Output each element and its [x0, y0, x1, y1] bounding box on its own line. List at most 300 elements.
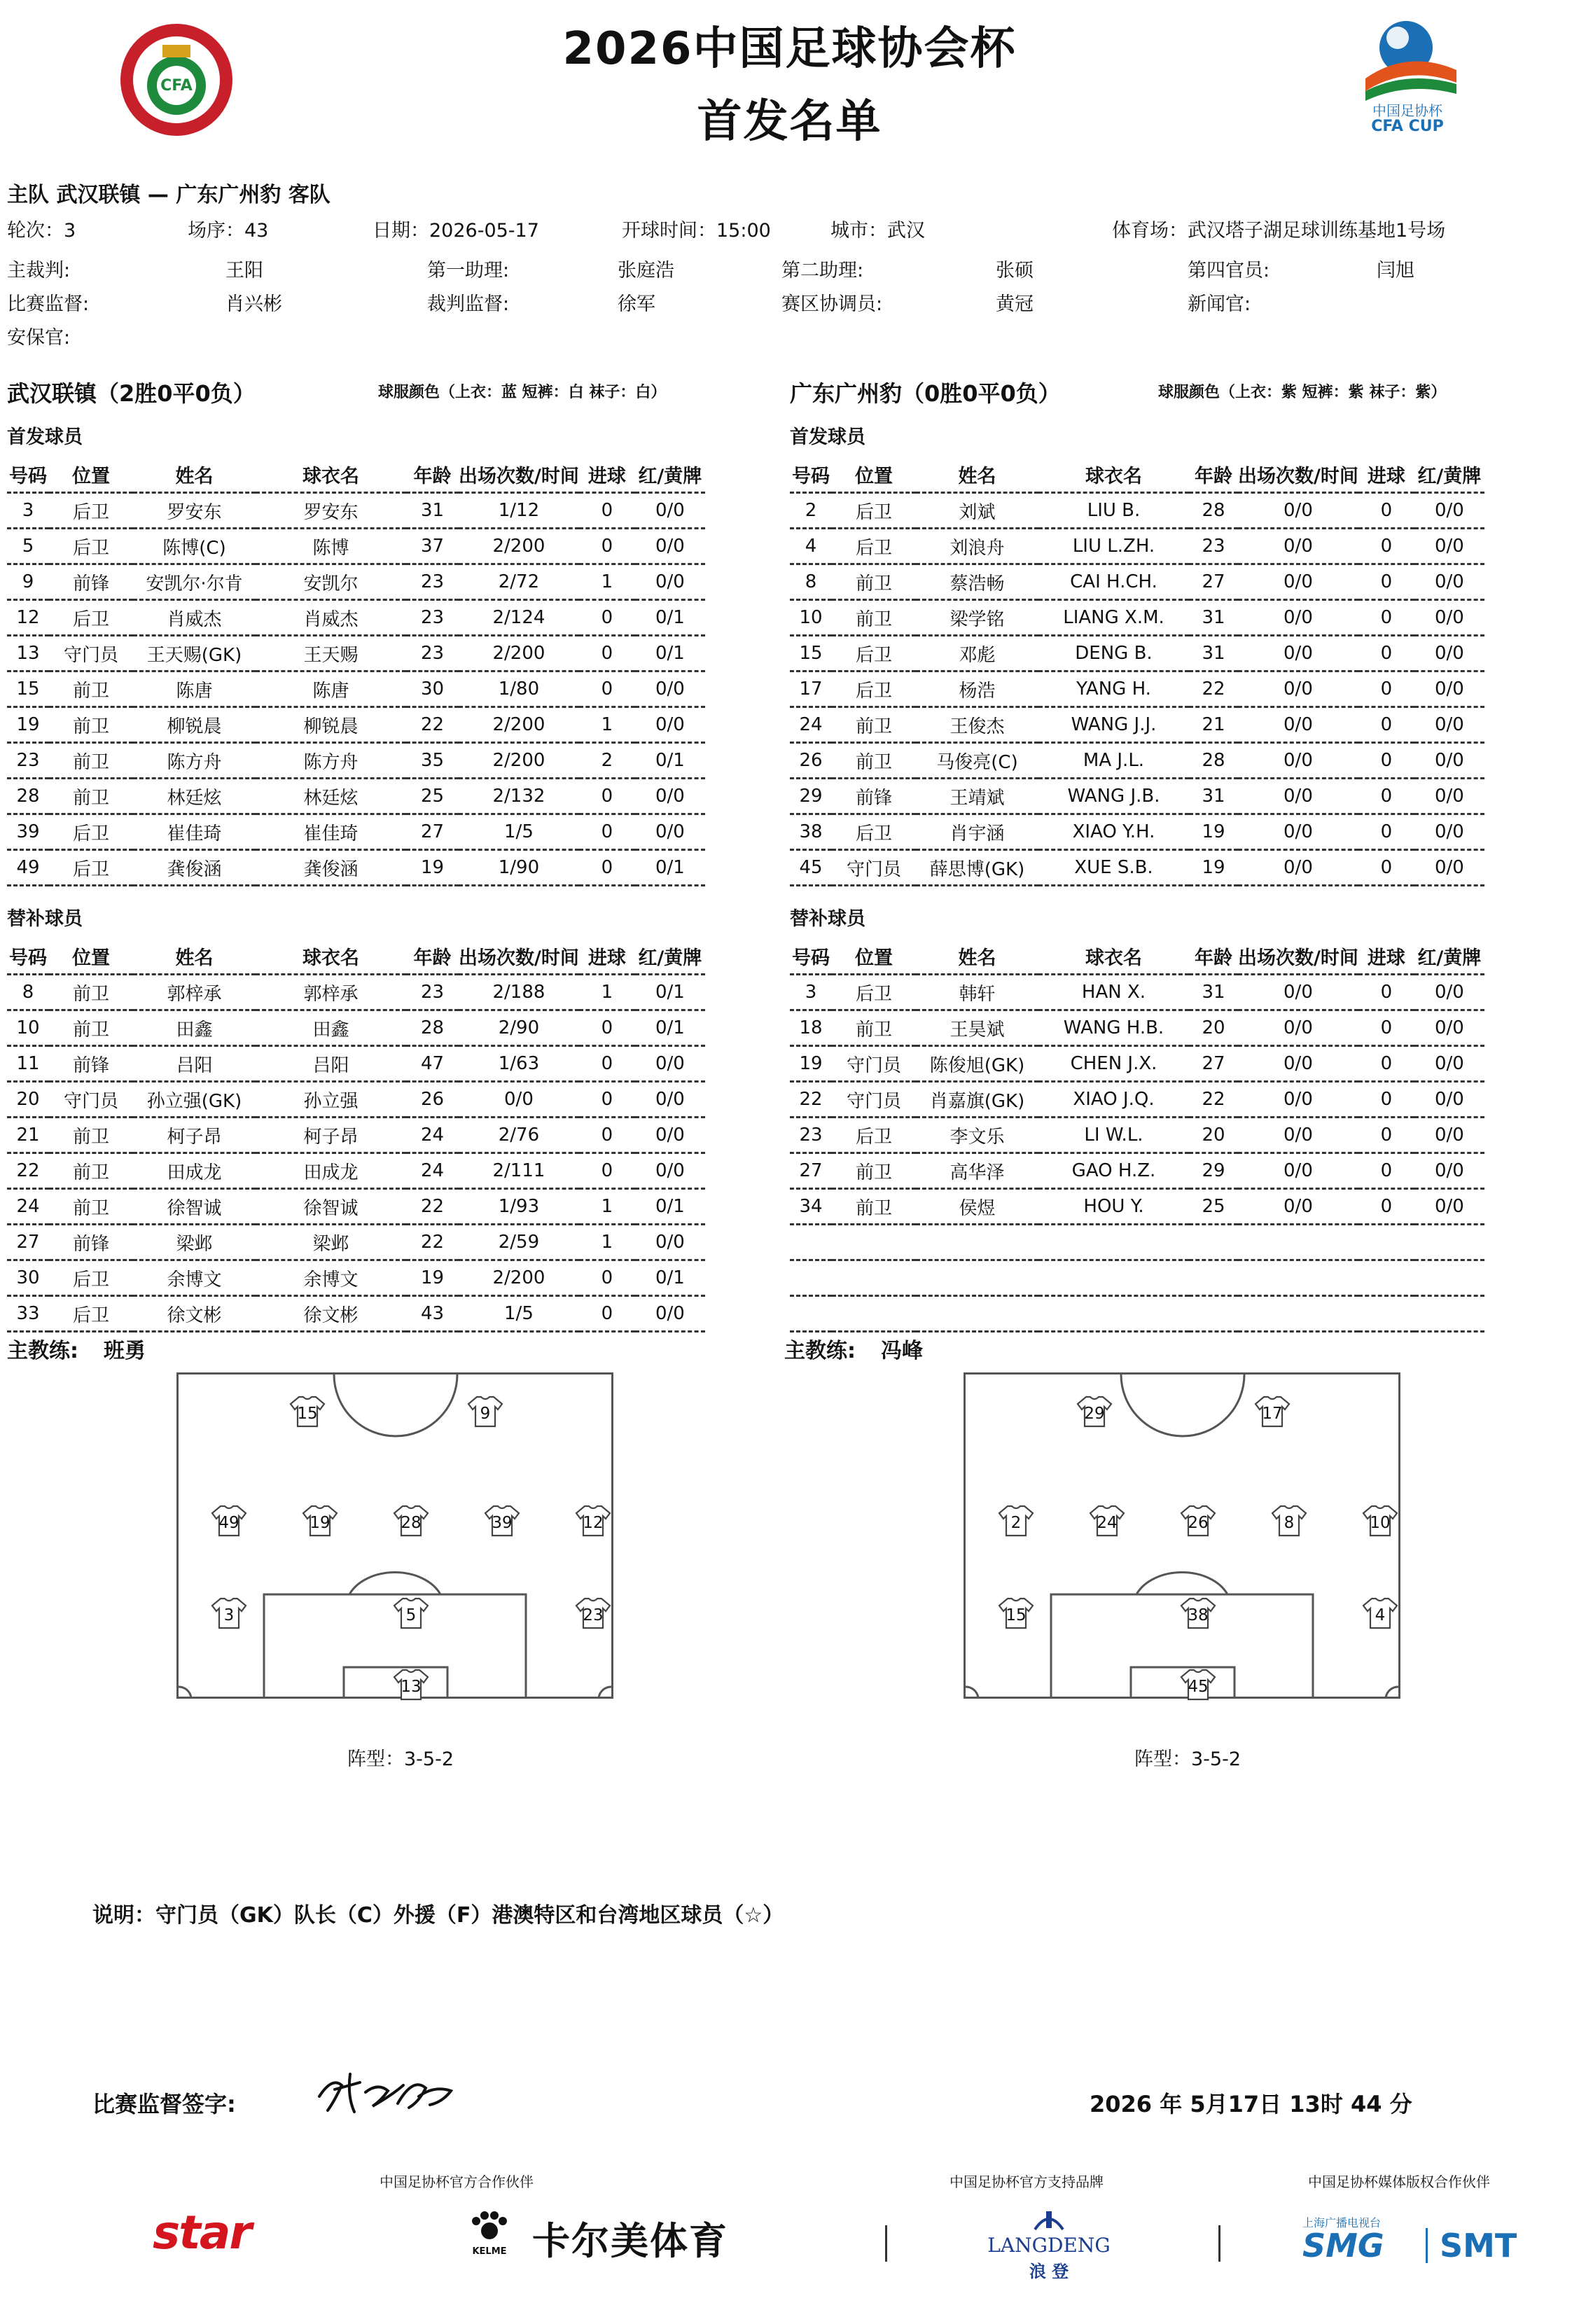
column-header: 球衣名: [256, 457, 406, 493]
player-cell: 25: [406, 779, 459, 814]
player-row: [790, 1046, 1484, 1082]
player-cell: XIAO J.Q.: [1038, 1082, 1189, 1118]
jersey-number: 12: [583, 1514, 604, 1532]
player-cell: 47: [406, 1046, 459, 1082]
official-value: 张硕: [996, 260, 1034, 281]
player-cell: HAN X.: [1038, 975, 1189, 1010]
player-cell: 25: [1189, 1189, 1238, 1225]
player-cell: 0/0: [1238, 975, 1358, 1010]
player-cell: MA J.L.: [1038, 743, 1189, 779]
player-cell: 2/200: [459, 636, 579, 672]
player-cell: 31: [406, 493, 459, 529]
player-cell: 2/200: [459, 1260, 579, 1296]
player-cell: 19: [406, 850, 459, 886]
player-cell: 31: [1189, 636, 1238, 672]
away-kit-colors: 球服颜色（上衣：紫 短裤：紫 袜子：紫）: [1158, 384, 1447, 401]
player-row: [7, 1082, 705, 1118]
column-header: 进球: [579, 457, 635, 493]
player-row: [7, 1225, 705, 1260]
player-cell: 马俊亮(C): [916, 743, 1038, 779]
column-header: 姓名: [916, 457, 1038, 493]
column-header: 姓名: [133, 457, 256, 493]
player-cell: 22: [790, 1082, 832, 1118]
player-cell: 28: [1189, 493, 1238, 529]
player-cell: [790, 1260, 832, 1296]
player-cell: [790, 1225, 832, 1260]
player-cell: 22: [1189, 1082, 1238, 1118]
player-cell: 0/0: [1238, 1010, 1358, 1046]
player-cell: 0/0: [1414, 1082, 1484, 1118]
player-cell: [1414, 1296, 1484, 1332]
away-starters-table: [790, 457, 1484, 886]
player-cell: 前卫: [49, 975, 133, 1010]
player-cell: 后卫: [49, 850, 133, 886]
player-cell: 0/0: [1414, 672, 1484, 707]
player-cell: 0/0: [635, 564, 705, 600]
player-cell: 0/0: [635, 814, 705, 850]
player-cell: 21: [1189, 707, 1238, 743]
player-cell: 陈唐: [256, 672, 406, 707]
player-row: [790, 1189, 1484, 1225]
player-cell: 9: [7, 564, 49, 600]
player-cell: 0/0: [635, 779, 705, 814]
player-cell: 后卫: [49, 600, 133, 636]
column-header: 球衣名: [1038, 457, 1189, 493]
column-header: 红/黄牌: [635, 938, 705, 975]
player-cell: 0/0: [1414, 779, 1484, 814]
player-cell: 0: [1358, 493, 1414, 529]
smg-logo: [1302, 2214, 1554, 2284]
player-cell: 0/1: [635, 1010, 705, 1046]
teams-line: 主队 武汉联镇 — 广东广州豹 客队: [7, 183, 331, 207]
player-cell: 守门员: [49, 636, 133, 672]
player-cell: 3: [7, 493, 49, 529]
player-cell: 前卫: [49, 1153, 133, 1189]
jersey-number: 29: [1084, 1405, 1105, 1423]
player-jersey: [467, 1396, 503, 1428]
jersey-number: 39: [492, 1514, 513, 1532]
player-cell: 前卫: [49, 707, 133, 743]
player-cell: 0/0: [635, 672, 705, 707]
player-cell: 19: [790, 1046, 832, 1082]
player-cell: 郭梓承: [256, 975, 406, 1010]
player-cell: 20: [7, 1082, 49, 1118]
player-cell: 24: [790, 707, 832, 743]
player-cell: GAO H.Z.: [1038, 1153, 1189, 1189]
player-cell: LIU B.: [1038, 493, 1189, 529]
player-row: [790, 600, 1484, 636]
player-jersey: [211, 1597, 247, 1629]
player-cell: 前卫: [832, 743, 916, 779]
player-cell: 0/0: [1414, 564, 1484, 600]
player-cell: 0/1: [635, 743, 705, 779]
player-cell: 后卫: [832, 975, 916, 1010]
player-cell: [1038, 1260, 1189, 1296]
player-row: [790, 850, 1484, 886]
player-cell: 前卫: [832, 1010, 916, 1046]
player-cell: 22: [406, 1225, 459, 1260]
cfa-logo-abbr: CFA: [160, 77, 193, 95]
player-cell: 0/0: [1414, 1046, 1484, 1082]
player-cell: 28: [7, 779, 49, 814]
player-cell: 15: [7, 672, 49, 707]
player-cell: 37: [406, 529, 459, 564]
official-label: 第四官员:: [1188, 260, 1270, 281]
jersey-number: 49: [218, 1514, 239, 1532]
player-cell: 0/0: [1414, 529, 1484, 564]
player-cell: 0/0: [1238, 1189, 1358, 1225]
player-cell: 21: [7, 1118, 49, 1153]
player-cell: 1: [579, 1189, 635, 1225]
player-cell: 45: [790, 850, 832, 886]
player-cell: 23: [406, 975, 459, 1010]
player-cell: [1358, 1296, 1414, 1332]
player-jersey: [998, 1597, 1034, 1629]
official-label: 裁判监督:: [427, 293, 510, 315]
player-cell: 0: [1358, 814, 1414, 850]
player-cell: 23: [406, 636, 459, 672]
player-cell: 前锋: [832, 779, 916, 814]
player-cell: 韩轩: [916, 975, 1038, 1010]
player-cell: 林廷炫: [256, 779, 406, 814]
player-cell: [790, 1296, 832, 1332]
column-header: 球衣名: [1038, 938, 1189, 975]
player-row: [7, 672, 705, 707]
player-cell: 守门员: [832, 850, 916, 886]
player-cell: 0: [579, 779, 635, 814]
player-cell: 39: [7, 814, 49, 850]
player-cell: 薛思博(GK): [916, 850, 1038, 886]
player-jersey: [1180, 1505, 1216, 1537]
kelme-cn: 卡尔美体育: [532, 2219, 728, 2263]
player-cell: 24: [7, 1189, 49, 1225]
column-header: 位置: [832, 938, 916, 975]
player-cell: 后卫: [49, 529, 133, 564]
player-cell: 2: [579, 743, 635, 779]
player-cell: 0/1: [635, 975, 705, 1010]
player-cell: 0/0: [635, 1296, 705, 1332]
player-cell: 0: [579, 1153, 635, 1189]
player-cell: 17: [790, 672, 832, 707]
player-cell: 2/200: [459, 707, 579, 743]
column-header: 进球: [1358, 938, 1414, 975]
player-cell: WANG H.B.: [1038, 1010, 1189, 1046]
player-cell: CHEN J.X.: [1038, 1046, 1189, 1082]
column-header: 年龄: [406, 938, 459, 975]
official-value: 肖兴彬: [225, 293, 282, 315]
player-cell: 郭梓承: [133, 975, 256, 1010]
player-cell: 梁邺: [256, 1225, 406, 1260]
player-cell: 2/124: [459, 600, 579, 636]
player-cell: 王俊杰: [916, 707, 1038, 743]
jersey-number: 38: [1188, 1606, 1209, 1624]
column-header: 出场次数/时间: [459, 938, 579, 975]
home-formation: 阵型：3-5-2: [347, 1748, 454, 1770]
player-cell: 0/0: [1238, 636, 1358, 672]
player-cell: 26: [406, 1082, 459, 1118]
player-cell: 0/0: [635, 1046, 705, 1082]
player-cell: 23: [406, 564, 459, 600]
player-row: [7, 975, 705, 1010]
player-cell: 前锋: [49, 564, 133, 600]
player-cell: LIANG X.M.: [1038, 600, 1189, 636]
player-cell: 0/0: [1414, 1153, 1484, 1189]
player-cell: 0/0: [1238, 600, 1358, 636]
player-row: [790, 1260, 1484, 1296]
player-row: [790, 707, 1484, 743]
player-cell: 29: [790, 779, 832, 814]
player-cell: 0/0: [459, 1082, 579, 1118]
cfa-cup-logo: [1351, 14, 1463, 140]
home-subs-label: 替补球员: [7, 908, 83, 930]
player-row: [790, 672, 1484, 707]
column-header: 号码: [7, 457, 49, 493]
player-cell: 0: [1358, 600, 1414, 636]
jersey-number: 2: [1010, 1514, 1022, 1532]
player-cell: 0: [579, 1010, 635, 1046]
player-row: [7, 564, 705, 600]
sponsor-divider: [885, 2225, 887, 2262]
player-cell: 陈博(C): [133, 529, 256, 564]
player-cell: 0/0: [1414, 1189, 1484, 1225]
player-cell: 1/5: [459, 1296, 579, 1332]
player-row: [7, 529, 705, 564]
column-header: 姓名: [133, 938, 256, 975]
player-cell: 前卫: [49, 743, 133, 779]
player-cell: 22: [406, 1189, 459, 1225]
column-header: 出场次数/时间: [1238, 457, 1358, 493]
player-cell: 27: [790, 1153, 832, 1189]
player-cell: 26: [790, 743, 832, 779]
smt-text: SMT: [1440, 2227, 1517, 2264]
player-cell: 梁邺: [133, 1225, 256, 1260]
player-cell: 柯子昂: [133, 1118, 256, 1153]
player-cell: [1189, 1260, 1238, 1296]
official-value: 徐军: [618, 293, 655, 315]
player-jersey: [1362, 1597, 1398, 1629]
player-cell: 22: [406, 707, 459, 743]
column-header: 进球: [579, 938, 635, 975]
player-cell: 31: [1189, 779, 1238, 814]
player-cell: 王天赐(GK): [133, 636, 256, 672]
player-jersey: [484, 1505, 520, 1537]
player-row: [7, 1046, 705, 1082]
player-row: [7, 1189, 705, 1225]
player-cell: 龚俊涵: [256, 850, 406, 886]
player-cell: 0: [1358, 1189, 1414, 1225]
player-cell: 0/0: [1238, 779, 1358, 814]
player-cell: 0/0: [635, 1118, 705, 1153]
player-row: [7, 493, 705, 529]
player-row: [7, 779, 705, 814]
player-cell: 20: [1189, 1118, 1238, 1153]
player-cell: 柳锐晨: [133, 707, 256, 743]
player-row: [790, 1118, 1484, 1153]
player-jersey: [393, 1505, 429, 1537]
player-row: [7, 1153, 705, 1189]
home-team-name: 武汉联镇（2胜0平0负）: [7, 380, 256, 407]
player-row: [7, 1118, 705, 1153]
player-cell: 0/1: [635, 600, 705, 636]
jersey-number: 5: [405, 1606, 417, 1624]
player-cell: 前卫: [49, 672, 133, 707]
player-cell: 0: [1358, 672, 1414, 707]
player-cell: 2: [790, 493, 832, 529]
column-header: 位置: [49, 457, 133, 493]
player-cell: 前卫: [49, 779, 133, 814]
jersey-number: 19: [309, 1514, 331, 1532]
player-cell: 守门员: [832, 1046, 916, 1082]
column-header: 号码: [7, 938, 49, 975]
player-cell: 徐文彬: [256, 1296, 406, 1332]
player-cell: 27: [7, 1225, 49, 1260]
player-cell: 肖威杰: [256, 600, 406, 636]
column-header: 红/黄牌: [635, 457, 705, 493]
player-cell: [1414, 1225, 1484, 1260]
player-cell: 11: [7, 1046, 49, 1082]
player-cell: 0/0: [1414, 707, 1484, 743]
player-cell: 0/1: [635, 1189, 705, 1225]
player-cell: 1/90: [459, 850, 579, 886]
player-cell: 柯子昂: [256, 1118, 406, 1153]
column-header: 出场次数/时间: [459, 457, 579, 493]
player-cell: 0/0: [635, 493, 705, 529]
player-cell: 30: [7, 1260, 49, 1296]
player-cell: 1/80: [459, 672, 579, 707]
player-cell: 肖嘉旗(GK): [916, 1082, 1038, 1118]
player-cell: 前锋: [49, 1046, 133, 1082]
player-cell: 林廷炫: [133, 779, 256, 814]
player-cell: 崔佳琦: [133, 814, 256, 850]
official-label: 第一助理:: [427, 260, 510, 281]
player-cell: HOU Y.: [1038, 1189, 1189, 1225]
player-cell: 王靖斌: [916, 779, 1038, 814]
player-cell: 0: [1358, 743, 1414, 779]
player-row: [790, 743, 1484, 779]
player-cell: 0: [579, 1118, 635, 1153]
player-cell: 梁学铭: [916, 600, 1038, 636]
player-cell: 0/0: [1238, 1082, 1358, 1118]
player-cell: 30: [406, 672, 459, 707]
home-starters-label: 首发球员: [7, 426, 83, 448]
player-cell: 22: [7, 1153, 49, 1189]
player-cell: 肖威杰: [133, 600, 256, 636]
player-cell: 23: [1189, 529, 1238, 564]
player-cell: 24: [406, 1153, 459, 1189]
player-cell: 余博文: [256, 1260, 406, 1296]
player-cell: 24: [406, 1118, 459, 1153]
home-coach: 班勇: [104, 1339, 146, 1363]
player-cell: 0/0: [1238, 1153, 1358, 1189]
player-cell: 38: [790, 814, 832, 850]
kickoff-time: 开球时间：15:00: [622, 220, 771, 242]
player-cell: 刘浪舟: [916, 529, 1038, 564]
column-header: 年龄: [1189, 938, 1238, 975]
player-cell: [916, 1296, 1038, 1332]
langdeng-logo: [965, 2206, 1133, 2283]
column-header: 号码: [790, 457, 832, 493]
player-cell: 0/0: [1414, 493, 1484, 529]
player-cell: 28: [406, 1010, 459, 1046]
player-cell: XUE S.B.: [1038, 850, 1189, 886]
player-cell: [916, 1260, 1038, 1296]
player-cell: 0: [1358, 636, 1414, 672]
player-cell: 肖宇涵: [916, 814, 1038, 850]
smg-text: SMG: [1302, 2227, 1384, 2264]
player-cell: [1189, 1225, 1238, 1260]
column-header: 姓名: [916, 938, 1038, 975]
column-header: 号码: [790, 938, 832, 975]
player-cell: 33: [7, 1296, 49, 1332]
player-cell: 0: [579, 493, 635, 529]
official-value: 王阳: [225, 260, 263, 281]
player-cell: 15: [790, 636, 832, 672]
player-cell: 0/0: [635, 707, 705, 743]
player-row: [790, 975, 1484, 1010]
player-row: [790, 529, 1484, 564]
player-cell: 19: [1189, 850, 1238, 886]
player-cell: 12: [7, 600, 49, 636]
legend-notes: 说明：守门员（GK）队长（C）外援（F）港澳特区和台湾地区球员（☆）: [92, 1903, 784, 1928]
player-cell: 后卫: [49, 814, 133, 850]
jersey-number: 24: [1097, 1514, 1118, 1532]
player-row: [7, 1010, 705, 1046]
player-cell: 田成龙: [256, 1153, 406, 1189]
player-cell: CAI H.CH.: [1038, 564, 1189, 600]
player-cell: 19: [406, 1260, 459, 1296]
star-logo: star: [153, 2206, 251, 2260]
player-cell: 0: [1358, 529, 1414, 564]
player-cell: [832, 1296, 916, 1332]
player-cell: 23: [790, 1118, 832, 1153]
home-coach-label: 主教练:: [7, 1339, 78, 1363]
player-cell: 0/0: [1238, 672, 1358, 707]
jersey-number: 4: [1375, 1606, 1386, 1624]
player-cell: 0: [579, 1082, 635, 1118]
player-cell: 1/63: [459, 1046, 579, 1082]
player-cell: [1189, 1296, 1238, 1332]
player-cell: 高华泽: [916, 1153, 1038, 1189]
player-cell: 后卫: [49, 493, 133, 529]
player-cell: 0: [579, 1260, 635, 1296]
kelme-logo: [468, 2211, 804, 2267]
player-cell: 0: [1358, 1153, 1414, 1189]
column-header: 红/黄牌: [1414, 938, 1484, 975]
player-cell: 孙立强: [256, 1082, 406, 1118]
player-row: [790, 564, 1484, 600]
player-cell: 0/0: [1414, 975, 1484, 1010]
player-jersey: [998, 1505, 1034, 1537]
cfa-cup-cn: 中国足协杯: [1372, 102, 1442, 119]
away-subs-label: 替补球员: [790, 908, 865, 930]
player-jersey: [1362, 1505, 1398, 1537]
player-cell: WANG J.J.: [1038, 707, 1189, 743]
smg-top: 上海广播电视台: [1302, 2216, 1382, 2229]
player-cell: 后卫: [832, 814, 916, 850]
player-cell: 陈唐: [133, 672, 256, 707]
player-cell: 31: [1189, 975, 1238, 1010]
player-cell: [1038, 1296, 1189, 1332]
official-value: 张庭浩: [618, 260, 674, 281]
player-cell: 0/0: [1414, 743, 1484, 779]
player-cell: [1358, 1225, 1414, 1260]
player-cell: 蔡浩畅: [916, 564, 1038, 600]
player-cell: 0: [579, 636, 635, 672]
player-row: [7, 600, 705, 636]
player-cell: 27: [406, 814, 459, 850]
player-cell: YANG H.: [1038, 672, 1189, 707]
player-cell: 后卫: [832, 636, 916, 672]
